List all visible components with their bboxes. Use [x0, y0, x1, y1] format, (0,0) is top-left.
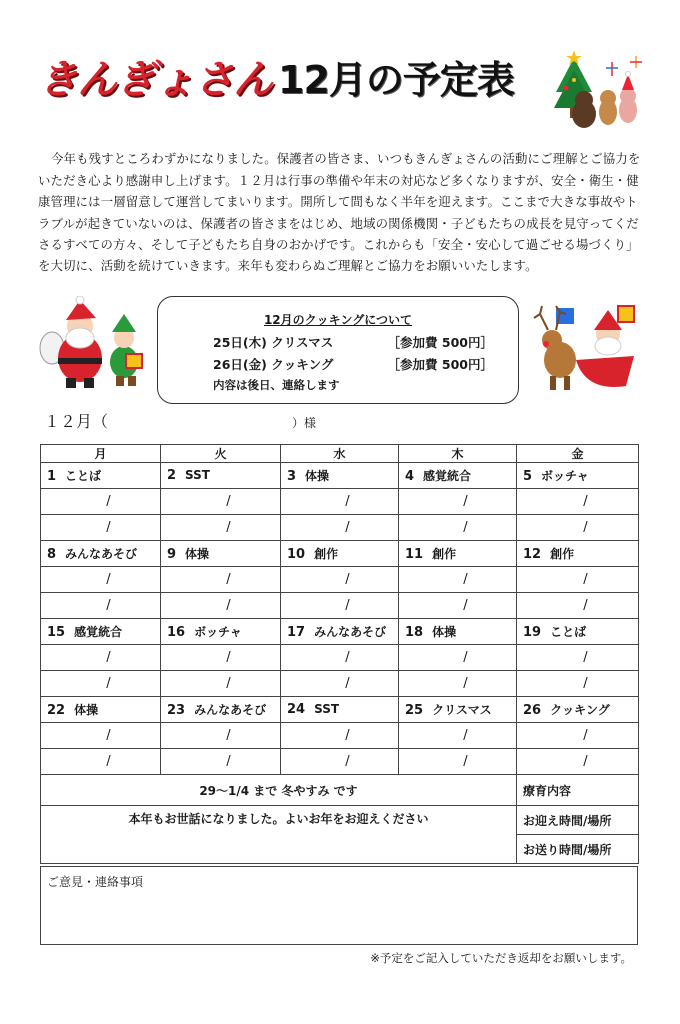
- time-entry-cell[interactable]: [517, 749, 639, 775]
- time-entry-cell[interactable]: [399, 515, 517, 541]
- slash-separator: /: [463, 650, 468, 665]
- day-cell: [41, 463, 161, 489]
- day-event: ボッチャ: [541, 469, 589, 483]
- time-entry-cell[interactable]: [41, 749, 161, 775]
- time-entry-cell[interactable]: [161, 567, 281, 593]
- day-cell: [399, 541, 517, 567]
- slash-separator: /: [226, 598, 231, 613]
- christmas-tree-animals-illustration: [552, 48, 644, 134]
- time-entry-cell[interactable]: [281, 593, 399, 619]
- time-entry-cell[interactable]: [399, 671, 517, 697]
- day-cell: [399, 463, 517, 489]
- slash-separator: /: [345, 676, 350, 691]
- time-entry-cell[interactable]: [281, 723, 399, 749]
- day-cell: [517, 463, 639, 489]
- day-number: 15: [47, 625, 66, 640]
- slash-separator: /: [463, 728, 468, 743]
- slash-separator: /: [345, 754, 350, 769]
- day-cell: [517, 619, 639, 645]
- day-event: 感覚統合: [423, 469, 472, 483]
- slash-separator: /: [226, 520, 231, 535]
- day-event: クリスマス: [432, 703, 492, 717]
- date-row: [41, 697, 639, 723]
- slash-separator: /: [226, 728, 231, 743]
- slash-separator: /: [345, 728, 350, 743]
- slash-separator: /: [106, 572, 111, 587]
- comments-label: ご意見・連絡事項: [47, 875, 144, 889]
- month-label: １２月: [44, 412, 93, 431]
- slash-separator: /: [345, 598, 350, 613]
- slash-separator: /: [463, 494, 468, 509]
- slash-separator: /: [583, 650, 588, 665]
- slash-separator: /: [106, 650, 111, 665]
- time-entry-cell[interactable]: [41, 671, 161, 697]
- slash-separator: /: [463, 754, 468, 769]
- day-cell: [161, 541, 281, 567]
- day-number: 25: [405, 703, 424, 718]
- time-entry-cell[interactable]: [399, 593, 517, 619]
- day-number: 22: [47, 703, 66, 718]
- slash-separator: /: [583, 754, 588, 769]
- slash-separator: /: [106, 728, 111, 743]
- time-entry-cell[interactable]: [161, 489, 281, 515]
- time-entry-cell[interactable]: [41, 489, 161, 515]
- cooking-item-fee: ［参加費 500円］: [387, 357, 493, 372]
- slash-separator: /: [345, 650, 350, 665]
- cooking-item: [213, 355, 493, 373]
- day-number: 19: [523, 625, 542, 640]
- day-cell: [281, 463, 399, 489]
- day-cell: [41, 697, 161, 723]
- time-entry-cell[interactable]: [161, 645, 281, 671]
- day-event: みんなあそび: [65, 547, 138, 561]
- time-entry-cell[interactable]: [517, 723, 639, 749]
- time-entry-cell[interactable]: [281, 671, 399, 697]
- pickup-time-row: [41, 489, 639, 515]
- slash-separator: /: [226, 650, 231, 665]
- time-entry-cell[interactable]: [41, 723, 161, 749]
- day-event: 体操: [185, 547, 210, 561]
- holiday-row: [41, 775, 639, 806]
- weekday: 火: [161, 445, 281, 463]
- day-cell: [281, 541, 399, 567]
- cooking-item: [213, 333, 493, 351]
- day-event: みんなあそび: [314, 625, 387, 639]
- day-cell: [161, 463, 281, 489]
- day-number: 16: [167, 625, 186, 640]
- weekday: 金: [517, 445, 639, 463]
- day-event: ことば: [65, 469, 102, 483]
- slash-separator: /: [106, 494, 111, 509]
- pickup-time-row: [41, 723, 639, 749]
- day-cell: [161, 619, 281, 645]
- cooking-item-date: 26日(金): [213, 357, 267, 372]
- day-number: 1: [47, 469, 57, 484]
- day-event: 創作: [432, 547, 457, 561]
- care-content-label: 療育内容: [517, 775, 639, 806]
- day-number: 4: [405, 469, 415, 484]
- time-entry-cell[interactable]: [517, 671, 639, 697]
- slash-separator: /: [583, 728, 588, 743]
- day-number: 18: [405, 625, 424, 640]
- day-cell: [281, 619, 399, 645]
- dropoff-time-row: [41, 515, 639, 541]
- slash-separator: /: [583, 520, 588, 535]
- time-entry-cell[interactable]: [161, 593, 281, 619]
- day-number: 11: [405, 547, 424, 562]
- cooking-item-fee: ［参加費 500円］: [387, 335, 493, 350]
- winter-break-notice: 29～1/4 まで 冬やすみ です: [41, 775, 517, 806]
- cooking-info-box: [157, 296, 519, 404]
- cooking-item-name: クッキング: [271, 357, 334, 372]
- time-entry-cell[interactable]: [161, 515, 281, 541]
- time-entry-cell[interactable]: [41, 593, 161, 619]
- schedule-calendar: [40, 444, 639, 864]
- slash-separator: /: [463, 572, 468, 587]
- slash-separator: /: [583, 598, 588, 613]
- date-row: [41, 463, 639, 489]
- day-cell: [517, 697, 639, 723]
- slash-separator: /: [106, 520, 111, 535]
- time-entry-cell[interactable]: [281, 645, 399, 671]
- slash-separator: /: [106, 754, 111, 769]
- dropoff-time-row: [41, 749, 639, 775]
- time-entry-cell[interactable]: [399, 645, 517, 671]
- day-cell: [517, 541, 639, 567]
- slash-separator: /: [345, 494, 350, 509]
- day-event: 感覚統合: [74, 625, 123, 639]
- day-event: 体操: [432, 625, 457, 639]
- slash-separator: /: [106, 676, 111, 691]
- time-entry-cell[interactable]: [281, 489, 399, 515]
- time-entry-cell[interactable]: [399, 723, 517, 749]
- slash-separator: /: [226, 676, 231, 691]
- time-entry-cell[interactable]: [399, 489, 517, 515]
- weekday: 水: [281, 445, 399, 463]
- time-entry-cell[interactable]: [161, 723, 281, 749]
- cooking-note: 内容は後日、連絡します: [213, 378, 340, 392]
- slash-separator: /: [226, 754, 231, 769]
- day-cell: [161, 697, 281, 723]
- day-number: 12: [523, 547, 542, 562]
- day-event: 創作: [550, 547, 575, 561]
- time-entry-cell[interactable]: [281, 567, 399, 593]
- day-event: クッキング: [550, 703, 610, 717]
- slash-separator: /: [345, 520, 350, 535]
- dropoff-time-row: [41, 593, 639, 619]
- slash-separator: /: [583, 676, 588, 691]
- day-cell: [399, 697, 517, 723]
- day-number: 8: [47, 547, 57, 562]
- time-entry-cell[interactable]: [517, 489, 639, 515]
- day-event: みんなあそび: [194, 703, 267, 717]
- day-event: SST: [314, 702, 340, 716]
- day-event: 体操: [74, 703, 99, 717]
- return-note: ※予定をご記入していただき返却をお願いします。: [370, 951, 632, 965]
- time-entry-cell[interactable]: [281, 749, 399, 775]
- title-group-name: きんぎょさん: [38, 57, 272, 103]
- day-event: SST: [185, 468, 210, 482]
- time-entry-cell[interactable]: [517, 567, 639, 593]
- slash-separator: /: [106, 598, 111, 613]
- cooking-item-date: 25日(木): [213, 335, 267, 350]
- cooking-title: 12月のクッキングについて: [263, 313, 413, 327]
- day-number: 10: [287, 547, 306, 562]
- weekday: 木: [399, 445, 517, 463]
- day-cell: [399, 619, 517, 645]
- weekday: 月: [41, 445, 161, 463]
- slash-separator: /: [345, 572, 350, 587]
- page-title: [38, 48, 514, 112]
- intro-paragraph: 今年も残すところわずかになりました。保護者の皆さま、いつもきんぎょさんの活動にご理解とご協力をいただき心より感謝申し上げます。１２月は行事の準備や年末の対応など多くなりますが、安全・衛生・健康管理には一層留意して運営してまいります。開所して間もなく半年を迎えます。ここまで大きな事故やトラブルが起きていないのは、保護者の皆さまをはじめ、地域の関係機関・子どもたちの成長を見守ってくださるすべての方々、そして子どもたち自身のおかげです。これからも「安全・安心して過ごせる場づくり」を大切に、活動を続けていきます。来年も変わらぬご理解とご協力をお願いいたします。: [38, 151, 641, 274]
- time-entry-cell[interactable]: [161, 671, 281, 697]
- pickup-label: お迎え時間/場所: [517, 806, 639, 835]
- date-row: [41, 619, 639, 645]
- day-number: 3: [287, 469, 297, 484]
- comments-box[interactable]: [40, 866, 638, 945]
- time-entry-cell[interactable]: [517, 645, 639, 671]
- pickup-row: [41, 806, 639, 835]
- dropoff-label: お送り時間/場所: [517, 835, 639, 864]
- time-entry-cell[interactable]: [41, 515, 161, 541]
- slash-separator: /: [463, 598, 468, 613]
- day-number: 26: [523, 703, 542, 718]
- date-row: [41, 541, 639, 567]
- name-line: [44, 409, 316, 432]
- cooking-item-name: クリスマス: [271, 335, 334, 350]
- santa-reindeer-illustration: [526, 300, 640, 400]
- day-event: 創作: [314, 547, 339, 561]
- time-entry-cell[interactable]: [517, 515, 639, 541]
- dropoff-time-row: [41, 671, 639, 697]
- day-cell: [41, 541, 161, 567]
- pickup-time-row: [41, 645, 639, 671]
- day-number: 2: [167, 468, 177, 483]
- santa-elf-illustration: [38, 296, 150, 392]
- time-entry-cell[interactable]: [399, 567, 517, 593]
- time-entry-cell[interactable]: [41, 645, 161, 671]
- slash-separator: /: [463, 520, 468, 535]
- pickup-time-row: [41, 567, 639, 593]
- slash-separator: /: [583, 494, 588, 509]
- day-cell: [41, 619, 161, 645]
- slash-separator: /: [583, 572, 588, 587]
- day-event: 体操: [305, 469, 330, 483]
- day-event: ボッチャ: [194, 625, 242, 639]
- day-number: 9: [167, 547, 177, 562]
- day-number: 17: [287, 625, 306, 640]
- time-entry-cell[interactable]: [41, 567, 161, 593]
- name-close-sama: ）様: [292, 416, 317, 430]
- time-entry-cell[interactable]: [281, 515, 399, 541]
- slash-separator: /: [226, 572, 231, 587]
- weekday-header: [41, 445, 639, 463]
- name-open-paren: （: [92, 412, 109, 431]
- slash-separator: /: [463, 676, 468, 691]
- time-entry-cell[interactable]: [517, 593, 639, 619]
- day-number: 23: [167, 703, 186, 718]
- year-end-message: 本年もお世話になりました。よいお年をお迎えください: [41, 806, 517, 864]
- time-entry-cell[interactable]: [161, 749, 281, 775]
- day-event: ことば: [550, 625, 587, 639]
- day-cell: [281, 697, 399, 723]
- day-number: 5: [523, 469, 533, 484]
- slash-separator: /: [226, 494, 231, 509]
- title-schedule: 12月の予定表: [278, 58, 514, 102]
- time-entry-cell[interactable]: [399, 749, 517, 775]
- day-number: 24: [287, 702, 306, 717]
